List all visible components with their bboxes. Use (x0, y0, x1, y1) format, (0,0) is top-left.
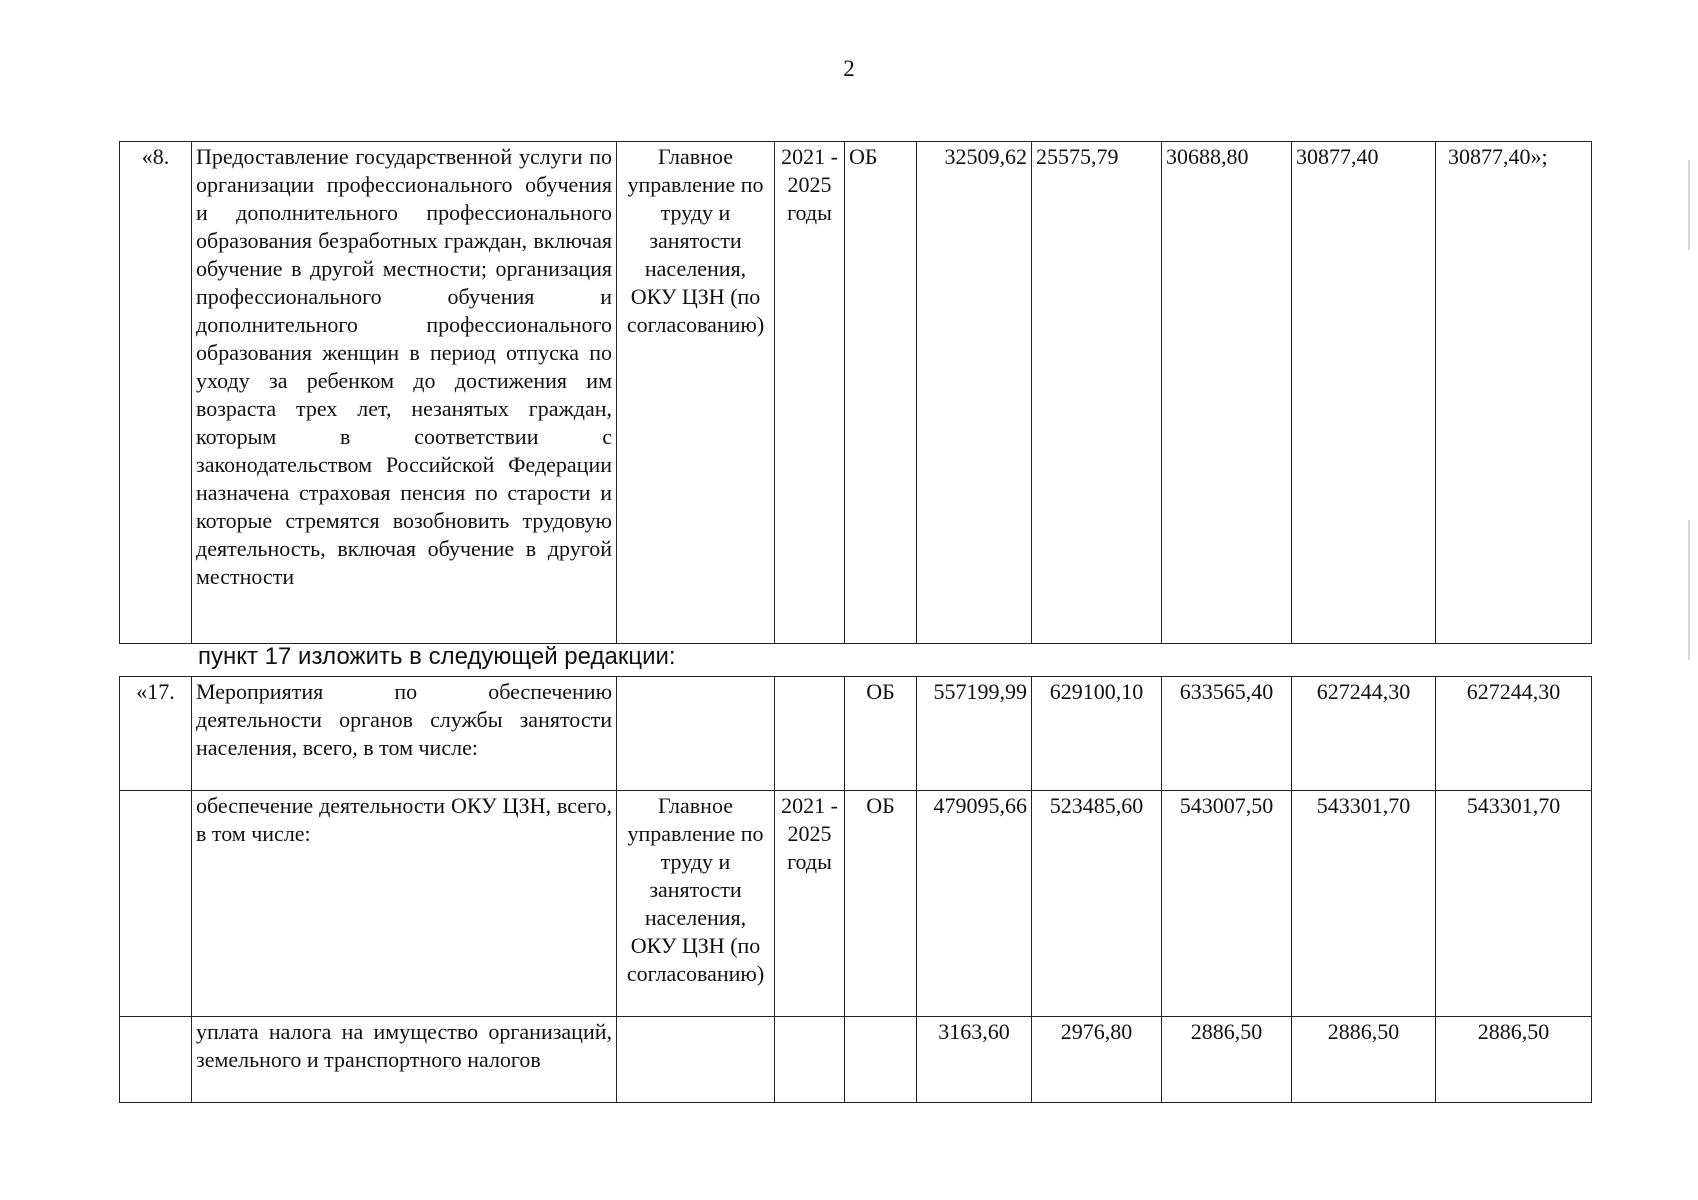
funding-source-cell: ОБ (845, 791, 917, 1017)
value-2022: 629100,10 (1032, 677, 1162, 791)
value-2023: 2886,50 (1162, 1017, 1292, 1103)
value-2025: 627244,30 (1436, 677, 1592, 791)
item-number: «8. (120, 142, 192, 644)
executor-cell: Главное управление по труду и занятости населения, ОКУ ЦЗН (по согласованию) (617, 791, 775, 1017)
value-2024: 627244,30 (1292, 677, 1436, 791)
table-row (120, 791, 1592, 1017)
value-2024: 2886,50 (1292, 1017, 1436, 1103)
value-2022: 2976,80 (1032, 1017, 1162, 1103)
table-row (120, 142, 1592, 644)
value-2021: 557199,99 (917, 677, 1032, 791)
executor-cell: Главное управление по труду и занятости населения, ОКУ ЦЗН (по согласованию) (617, 142, 775, 644)
value-2023: 543007,50 (1162, 791, 1292, 1017)
item-8-table (119, 141, 1592, 644)
value-2025: 543301,70 (1436, 791, 1592, 1017)
value-2021: 32509,62 (917, 142, 1032, 644)
item-description: уплата налога на имущество организаций, земельного и транспортного налогов (192, 1017, 617, 1103)
value-2025: 30877,40»; (1436, 142, 1592, 644)
funding-source-cell: ОБ (845, 677, 917, 791)
item-number (120, 1017, 192, 1103)
value-2022: 523485,60 (1032, 791, 1162, 1017)
period-cell (775, 1017, 845, 1103)
amendment-instruction: пункт 17 изложить в следующей редакции: (198, 643, 676, 670)
period-cell (775, 677, 845, 791)
funding-source-cell: ОБ (845, 142, 917, 644)
period-cell: 2021 - 2025 годы (775, 142, 845, 644)
scan-artifact (1688, 160, 1690, 250)
item-description: Мероприятия по обеспечению деятельности органов службы занятости населения, всего, в том числе: (192, 677, 617, 791)
value-2024: 30877,40 (1292, 142, 1436, 644)
value-2023: 30688,80 (1162, 142, 1292, 644)
value-2023: 633565,40 (1162, 677, 1292, 791)
executor-cell (617, 677, 775, 791)
value-2021: 479095,66 (917, 791, 1032, 1017)
page-number: 2 (843, 56, 855, 81)
item-number: «17. (120, 677, 192, 791)
table-row (120, 677, 1592, 791)
funding-source-cell (845, 1017, 917, 1103)
item-number (120, 791, 192, 1017)
value-2021: 3163,60 (917, 1017, 1032, 1103)
scan-artifact (1688, 520, 1690, 660)
item-description: обеспечение деятельности ОКУ ЦЗН, всего, в том числе: (192, 791, 617, 1017)
executor-cell (617, 1017, 775, 1103)
period-cell: 2021 - 2025 годы (775, 791, 845, 1017)
value-2025: 2886,50 (1436, 1017, 1592, 1103)
value-2022: 25575,79 (1032, 142, 1162, 644)
value-2024: 543301,70 (1292, 791, 1436, 1017)
table-row (120, 1017, 1592, 1103)
item-17-table (119, 676, 1592, 1103)
item-description: Предоставление государственной услуги по организации профессионального обучения и дополнительного профессионального образования безработных граждан, включая обучение в другой местности; организация профессионального обучения и дополнительного профессионального образования женщин в период отпуска по уходу за ребенком до достижения им возраста трех лет, незанятых граждан, которым в соответствии с законодательством Российской Федерации назначена страховая пенсия по старости и которые стремятся возобновить трудовую деятельность, включая обучение в другой местности (192, 142, 617, 644)
